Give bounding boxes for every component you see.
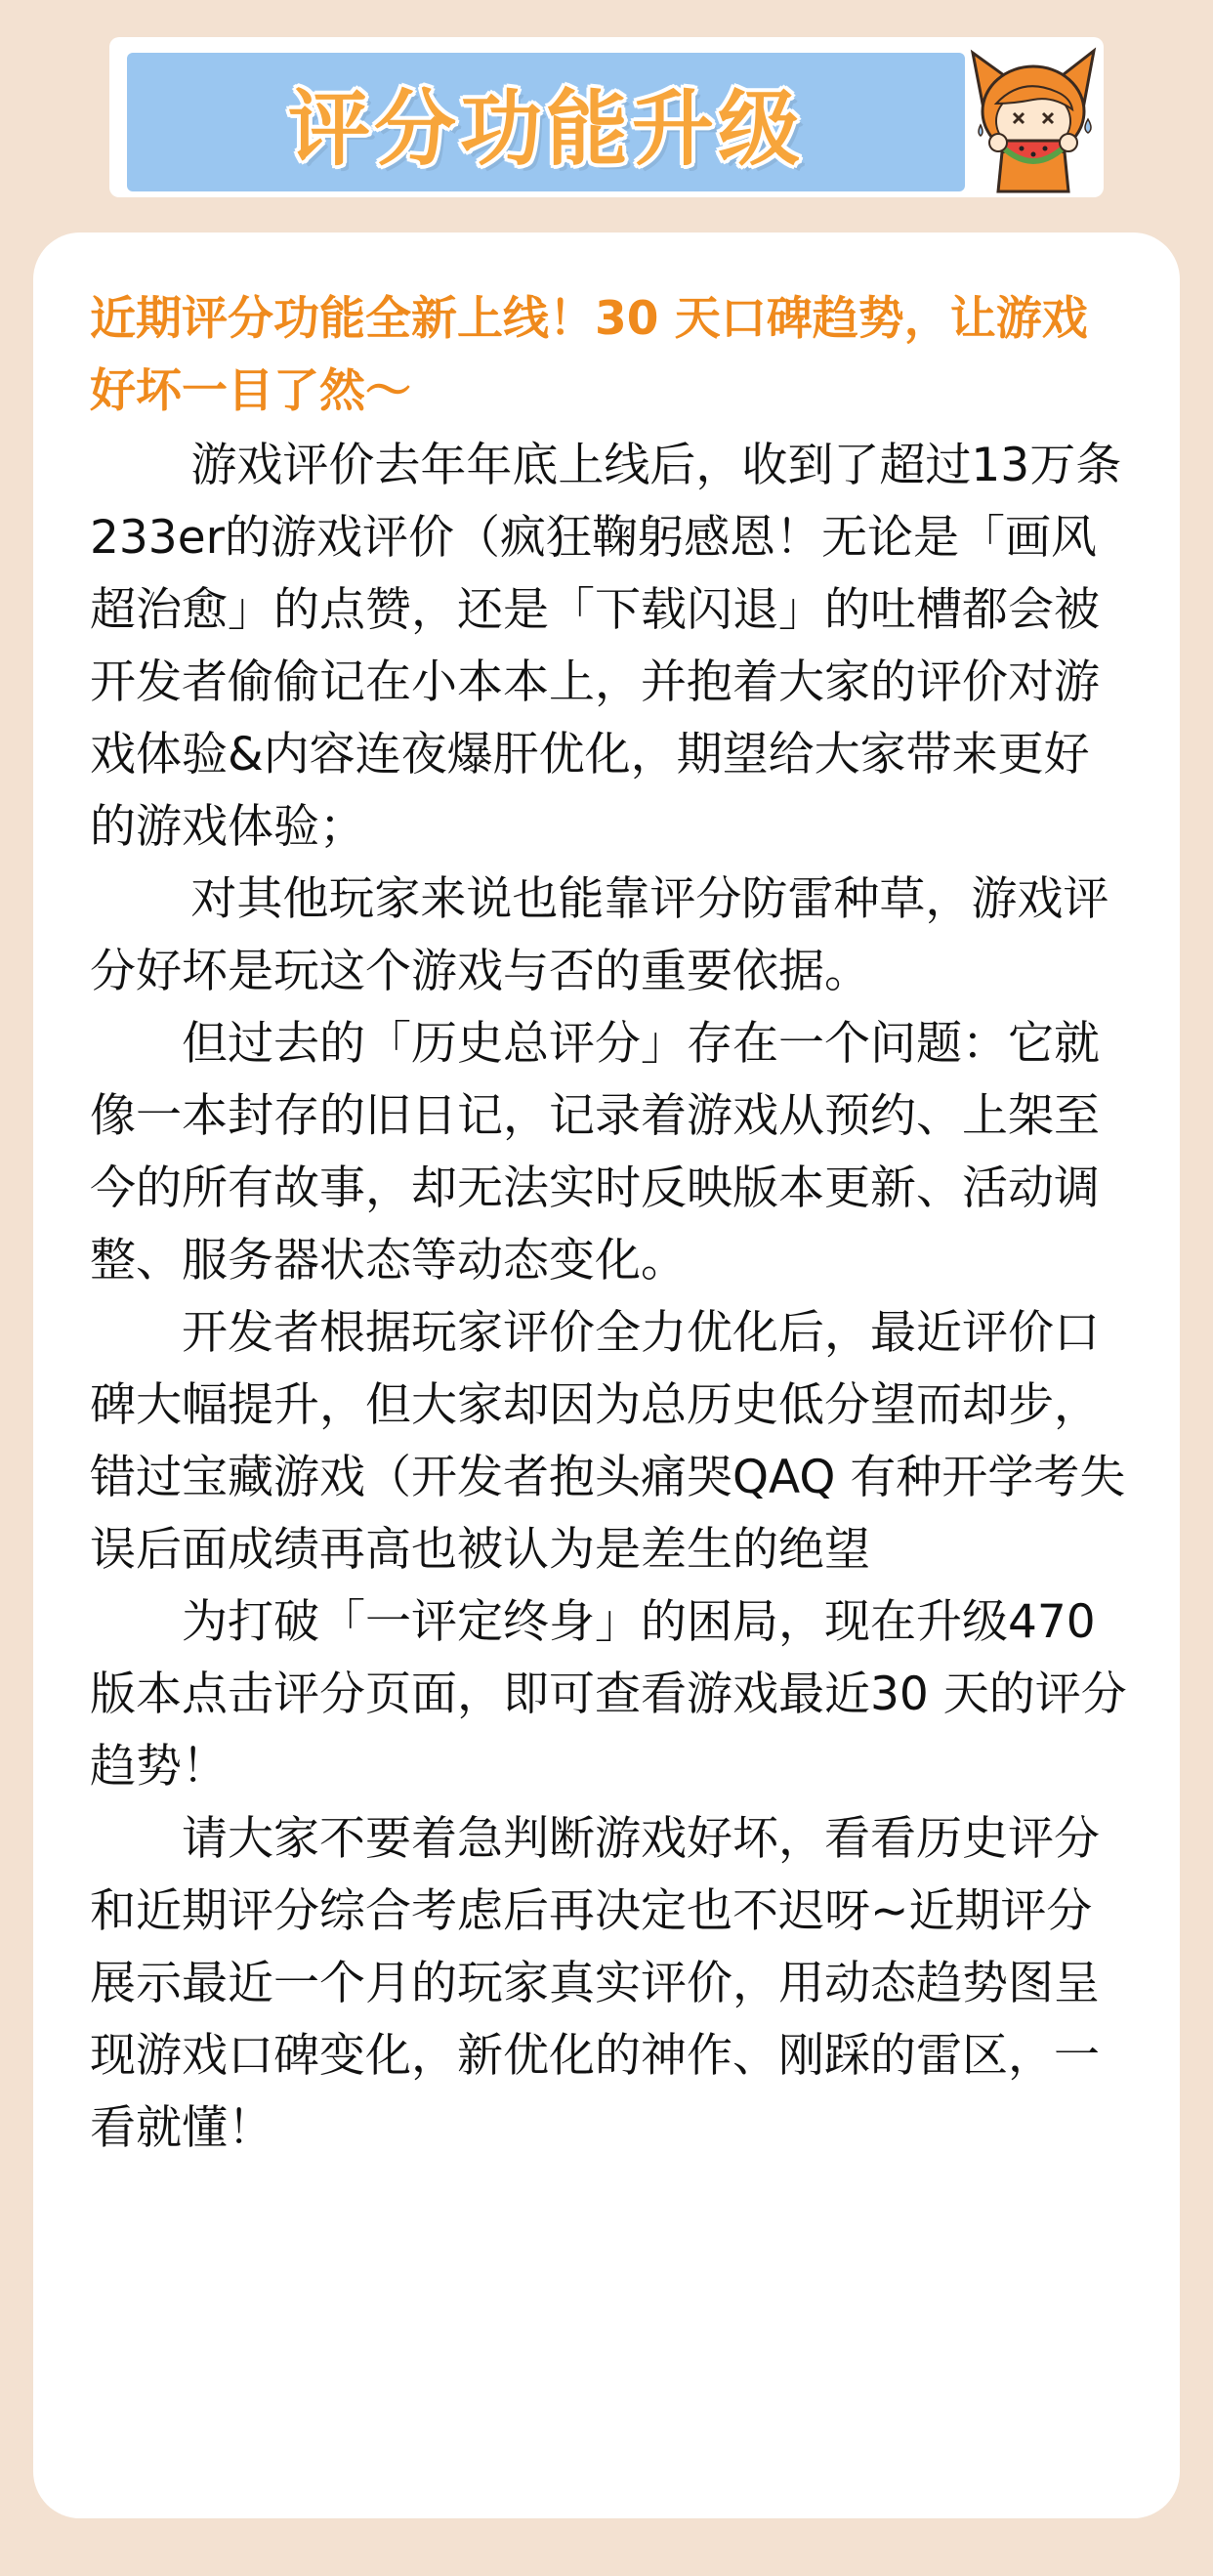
article-lead: 近期评分功能全新上线！30 天口碑趋势，让游戏好坏一目了然～ [90, 292, 1088, 418]
article-paragraph: 但过去的「历史总评分」存在一个问题：它就像一本封存的旧日记，记录着游戏从预约、上架至今的所有故事，却无法实时反映版本更新、活动调整、服务器状态等动态变化。 [90, 1017, 1100, 1288]
article-paragraph: 对其他玩家来说也能靠评分防雷种草，游戏评分好坏是玩这个游戏与否的重要依据。 [90, 872, 1109, 998]
article-paragraph: 开发者根据玩家评价全力优化后，最近评价口碑大幅提升，但大家却因为总历史低分望而却步，错过宝藏游戏（开发者抱头痛哭QAQ 有种开学考失误后面成绩再高也被认为是差生的绝望 [90, 1306, 1126, 1577]
article-paragraph: 请大家不要着急判断游戏好坏，看看历史评分和近期评分综合考虑后再决定也不迟呀~近期评分展示最近一个月的玩家真实评价，用动态趋势图呈现游戏口碑变化，新优化的神作、刚踩的雷区，一看就懂！ [90, 1812, 1100, 2155]
page-title: 评分功能升级 [287, 80, 804, 177]
mascot-eating-watermelon-icon [963, 35, 1104, 197]
article-paragraph: 为打破「一评定终身」的困局，现在升级470版本点击评分页面，即可查看游戏最近30 天的评分趋势！ [90, 1595, 1127, 1794]
article-body [90, 430, 1135, 2165]
article-paragraph: 游戏评价去年年底上线后，收到了超过13万条233er的游戏评价（疯狂鞠躬感恩！无论是「画风超治愈」的点赞，还是「下载闪退」的吐槽都会被开发者偷偷记在小本本上，并抱着大家的评价对游戏体验&内容连夜爆肝优化，期望给大家带来更好的游戏体验； [90, 439, 1122, 854]
